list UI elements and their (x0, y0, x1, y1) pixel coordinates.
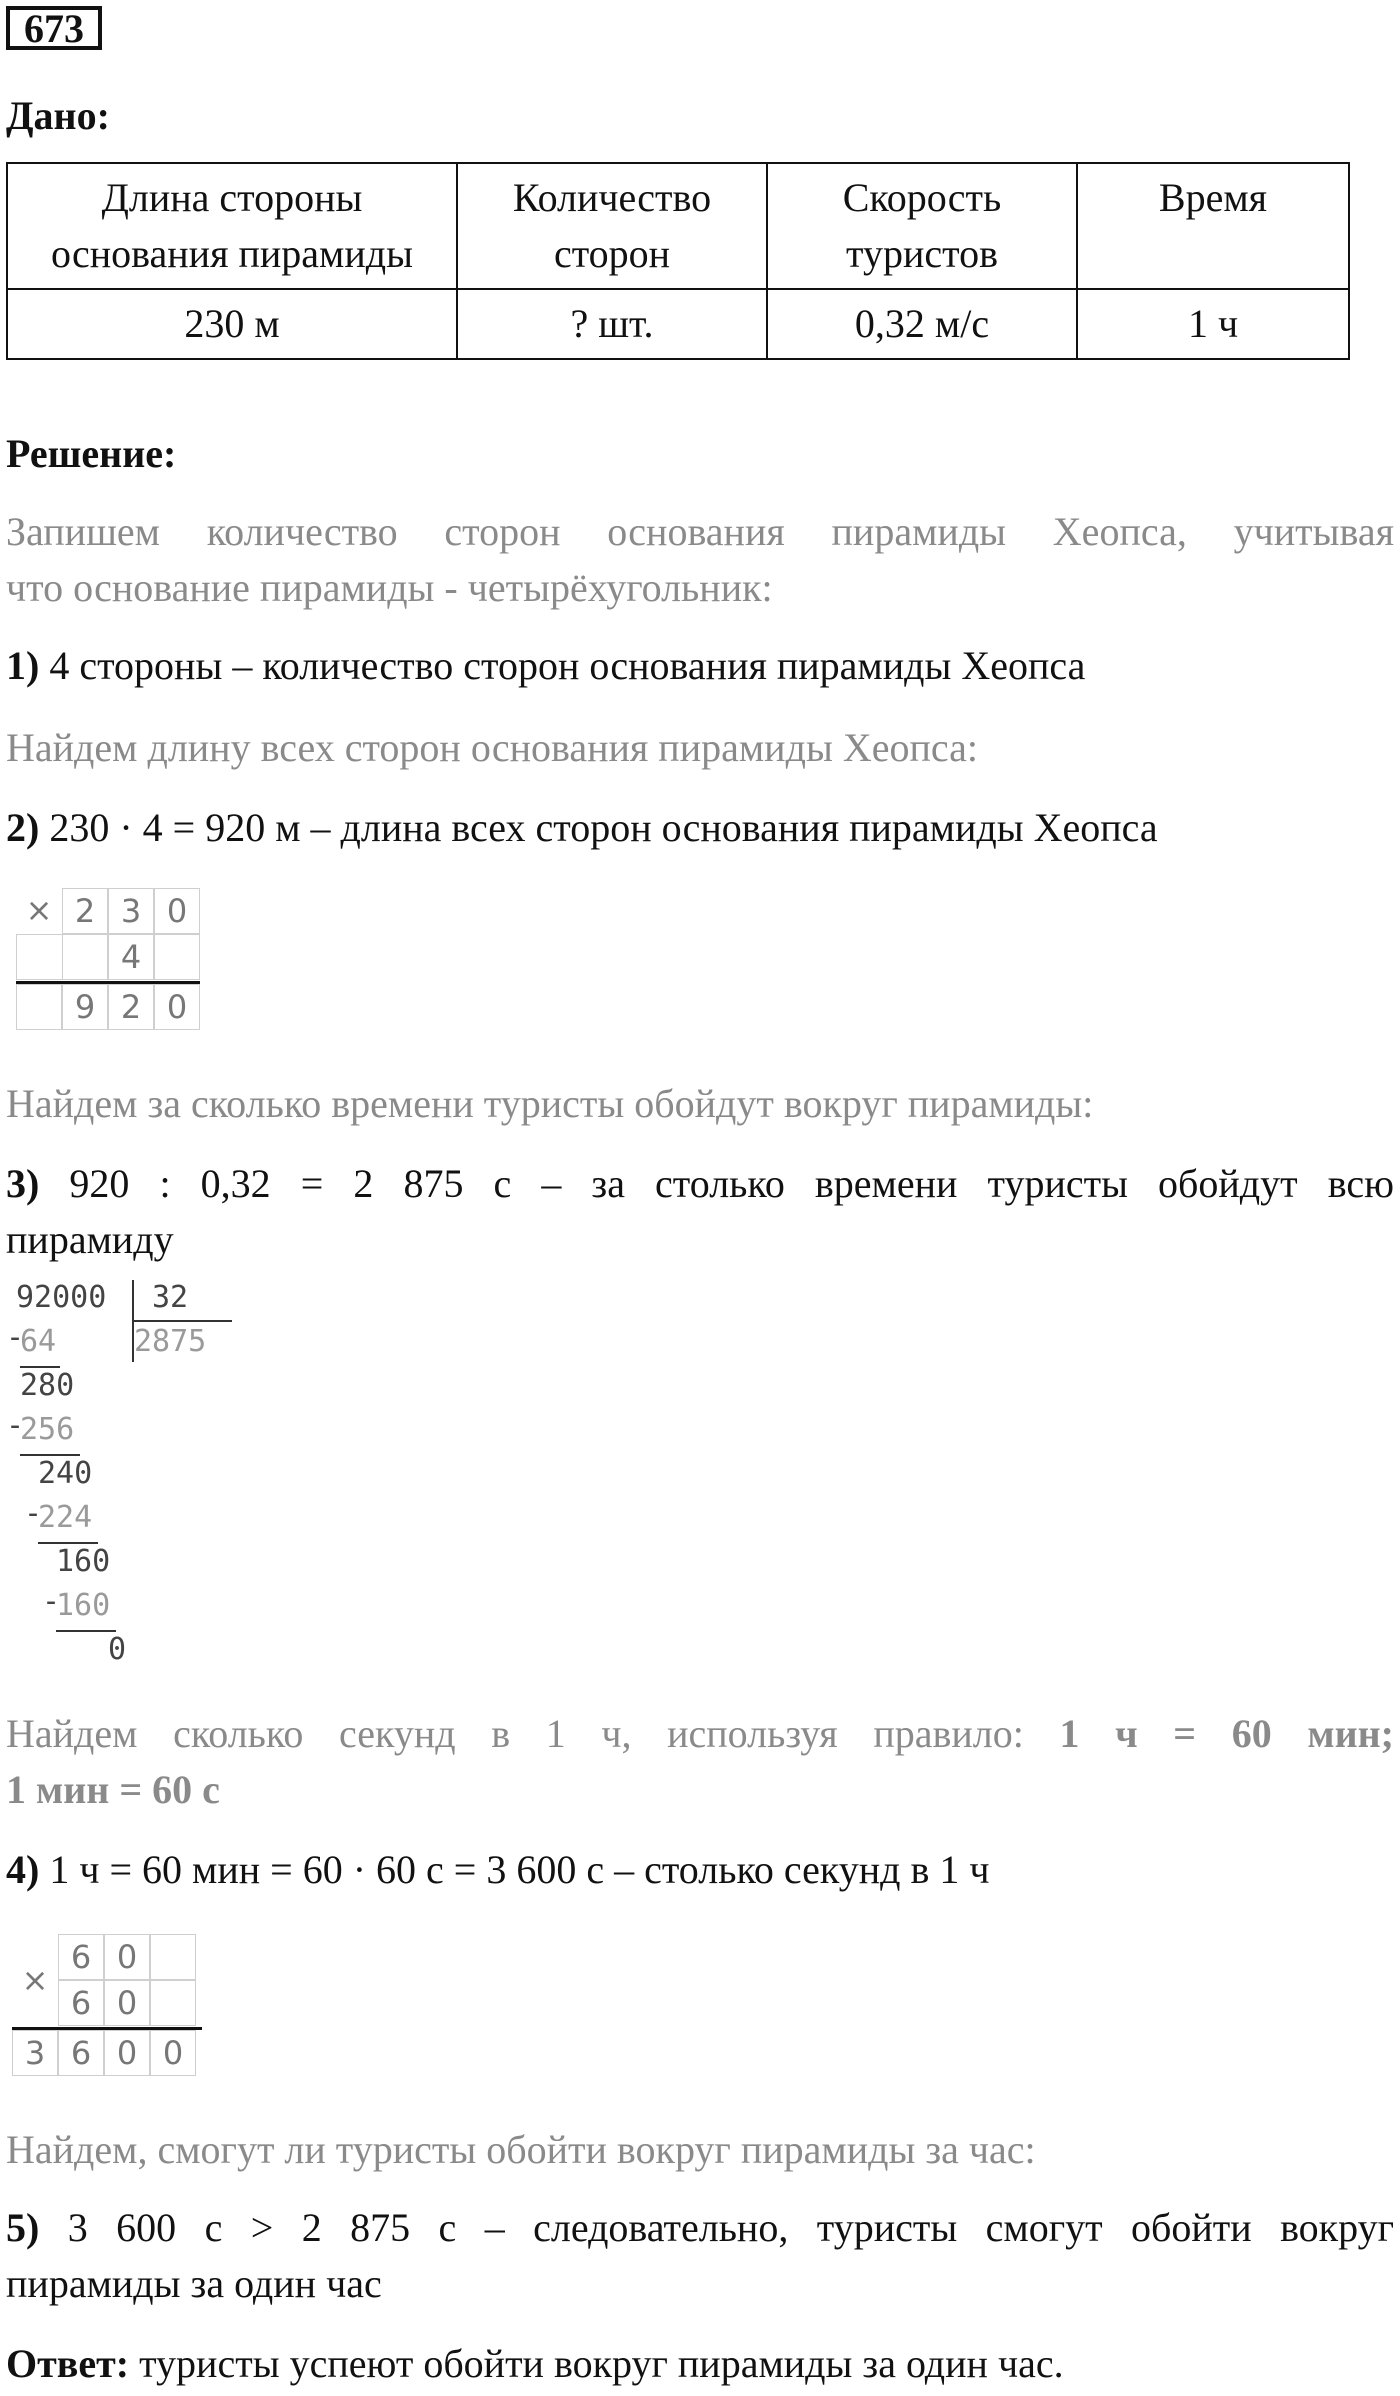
header-cell: Количество сторон (457, 163, 767, 289)
step-text: 3 600 с > 2 875 с – следовательно, туристы смогут обойти вокруг (39, 2205, 1394, 2250)
division-row: 280 (20, 1368, 75, 1403)
table-cell: 230 м (7, 289, 457, 359)
grid-cell (16, 934, 62, 980)
hint-text: Запишем количество сторон основания пирамиды Хеопса, учитывая (6, 509, 1394, 554)
division-row: 240 (38, 1456, 93, 1491)
step-3 (6, 1156, 1394, 1212)
step-text: 230 · 4 = 920 м – длина всех сторон основания пирамиды Хеопса (39, 805, 1158, 850)
division-rule (56, 1630, 116, 1632)
long-division (6, 1280, 232, 1680)
grid-cell: 0 (104, 1980, 150, 2026)
step-3-continuation: пирамиду (6, 1217, 174, 1262)
division-row: 224 (38, 1500, 93, 1535)
minus-sign: - (6, 1408, 25, 1443)
grid-cell: 0 (104, 1934, 150, 1980)
grid-cell: 9 (62, 984, 108, 1030)
solution-label: Решение: (6, 431, 177, 476)
divisor: 32 (152, 1280, 189, 1315)
division-bar (132, 1280, 134, 1362)
table-cell: ? шт. (457, 289, 767, 359)
hint-text: Найдем длину всех сторон основания пирамиды Хеопса: (6, 725, 978, 770)
grid-cell: 2 (108, 984, 154, 1030)
given-table (6, 162, 1350, 360)
sum-rule (16, 981, 200, 984)
answer-label: Ответ: (6, 2341, 130, 2386)
quotient: 2875 (134, 1324, 207, 1359)
step-number: 3) (6, 1161, 40, 1206)
grid-cell: 0 (104, 2030, 150, 2076)
header-cell: Скорость туристов (767, 163, 1077, 289)
minus-sign: - (6, 1320, 25, 1355)
rule-text: 1 ч = 60 мин; (1059, 1711, 1394, 1756)
division-row: 256 (20, 1412, 75, 1447)
step-text: 920 : 0,32 = 2 875 с – за столько времени туристы обойдут всю (39, 1161, 1394, 1206)
header-cell: Время (1077, 163, 1349, 289)
divisor-rule (132, 1320, 232, 1322)
grid-cell (16, 984, 62, 1030)
task-number: 673 (6, 6, 102, 50)
given-label: Дано: (6, 93, 110, 138)
table-row (7, 289, 1349, 359)
hint-text (6, 1706, 1394, 1762)
rule-text: 1 мин = 60 с (6, 1767, 220, 1812)
grid-cell: 4 (108, 934, 154, 980)
step-number: 5) (6, 2205, 40, 2250)
step-5-continuation: пирамиды за один час (6, 2261, 382, 2306)
multiplication-grid (16, 888, 216, 1038)
division-row: 160 (56, 1544, 111, 1579)
grid-cell: 0 (154, 984, 200, 1030)
hint-text-part: Найдем сколько секунд в 1 ч, используя правило: (6, 1711, 1060, 1756)
times-sign: × (21, 1961, 49, 1999)
hint-text: Найдем, смогут ли туристы обойти вокруг пирамиды за час: (6, 2127, 1036, 2172)
division-row: 64 (20, 1324, 57, 1359)
grid-cell (154, 934, 200, 980)
division-row: 0 (108, 1632, 127, 1667)
minus-sign: - (42, 1584, 61, 1619)
hint-text: Найдем за сколько времени туристы обойдут вокруг пирамиды: (6, 1081, 1094, 1126)
step-number: 4) (6, 1847, 40, 1892)
table-header-row (7, 163, 1349, 289)
grid-cell (150, 1934, 196, 1980)
step-number: 1) (6, 643, 40, 688)
sum-rule (12, 2027, 202, 2030)
grid-cell: 6 (58, 1980, 104, 2026)
answer (6, 2336, 1394, 2392)
grid-cell: 6 (58, 2030, 104, 2076)
step-2 (6, 800, 1394, 856)
division-row: 160 (56, 1588, 111, 1623)
step-text: 1 ч = 60 мин = 60 · 60 с = 3 600 с – столько секунд в 1 ч (39, 1847, 990, 1892)
step-text: 4 стороны – количество сторон основания пирамиды Хеопса (39, 643, 1086, 688)
step-5 (6, 2200, 1394, 2256)
header-cell: Длина стороны основания пирамиды (7, 163, 457, 289)
grid-cell (150, 1980, 196, 2026)
answer-text: туристы успеют обойти вокруг пирамиды за один час. (129, 2341, 1064, 2386)
minus-sign: - (24, 1496, 43, 1531)
step-4 (6, 1842, 1394, 1898)
grid-cell: 0 (154, 888, 200, 934)
grid-cell: 2 (62, 888, 108, 934)
grid-cell: 0 (150, 2030, 196, 2076)
grid-cell (62, 934, 108, 980)
grid-cell: 3 (12, 2030, 58, 2076)
step-number: 2) (6, 805, 40, 850)
dividend: 92000 (16, 1280, 107, 1315)
hint-text: что основание пирамиды - четырёхугольник: (6, 565, 773, 610)
step-1 (6, 638, 1394, 694)
grid-cell: 6 (58, 1934, 104, 1980)
table-cell: 1 ч (1077, 289, 1349, 359)
times-sign: × (25, 891, 53, 929)
table-cell: 0,32 м/с (767, 289, 1077, 359)
grid-cell: 3 (108, 888, 154, 934)
multiplication-grid (12, 1934, 212, 2084)
